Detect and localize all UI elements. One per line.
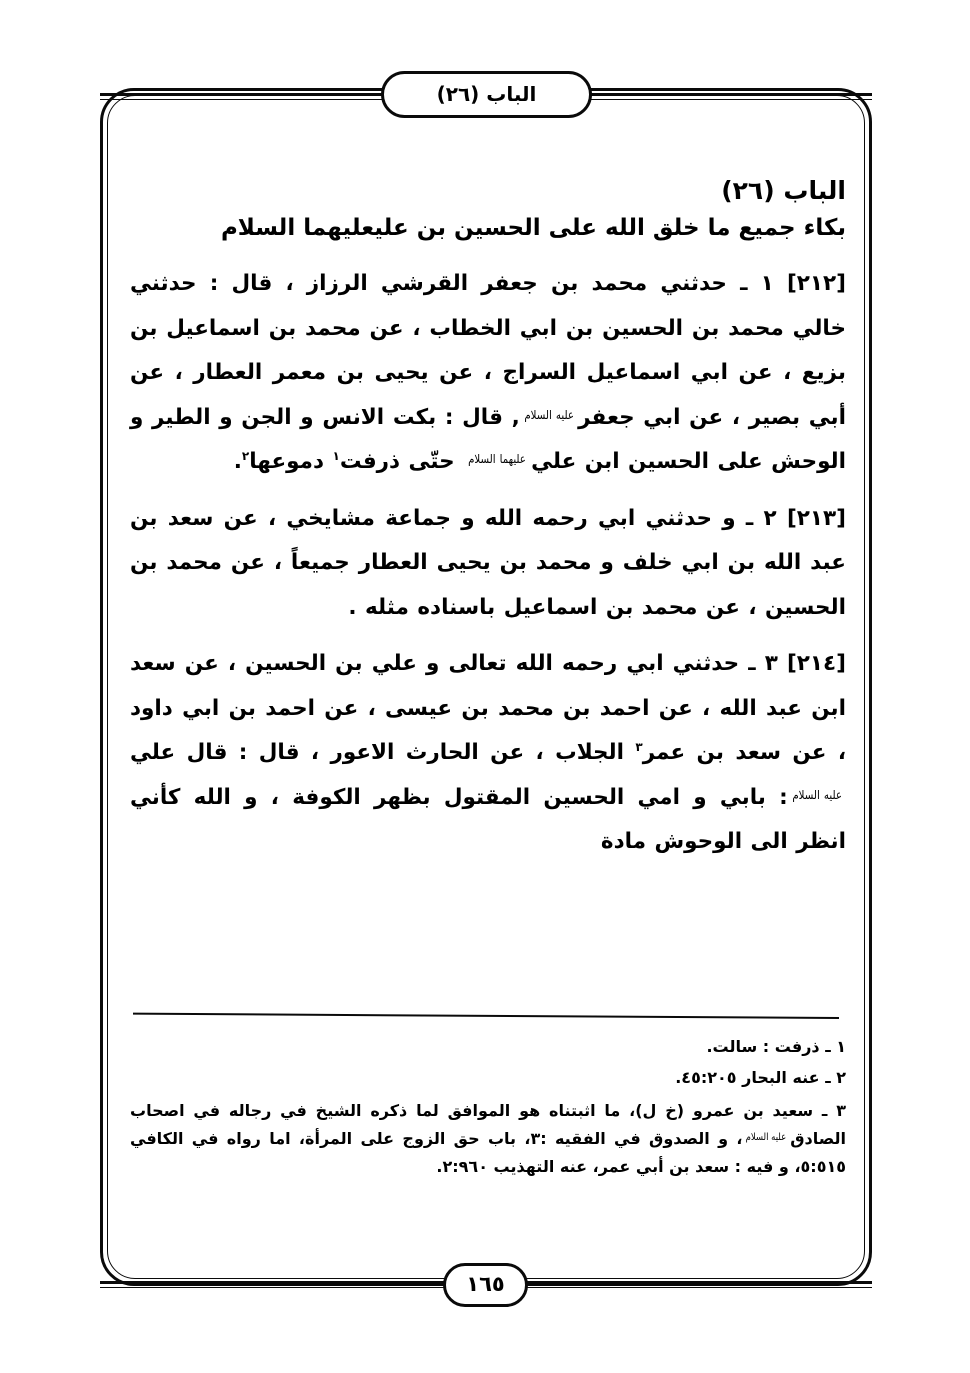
footnote-item-1	[130, 1034, 846, 1060]
footnote-marker-2: ٢	[241, 449, 250, 464]
hadith-214-body-1: حدثني ابي رحمه الله تعالى و علي بن الحسين ، عن سعد ابن عبد الله ، عن احمد بن محمد بن عيسى ، عن احمد بن ابي داود ، عن سعد بن عمر	[130, 651, 846, 766]
hadith-212-body-2: , قال : بكت الانس و الجن و الطير و الوحش على الحسين ابن علي	[130, 404, 846, 475]
hadith-ref-212: [٢١٢]	[786, 271, 846, 297]
hadith-entry-214	[130, 642, 846, 865]
chapter-title: الباب (٢٦)	[721, 176, 846, 205]
hadith-212-body-4: دموعها	[249, 449, 324, 475]
footnote-item-3	[130, 1097, 846, 1181]
honorific-alayhissalam-icon-1: عليه السلام	[524, 407, 574, 422]
page-number-badge	[443, 1263, 528, 1307]
chapter-subtitle	[130, 212, 846, 244]
hadith-213-body-1: و حدثني ابي رحمه الله و جماعة مشايخي ، عن سعد بن عبد الله بن ابي خلف و محمد بن يحيى العطار جميعاً ، عن محمد بن الحسين ، عن محمد بن اسماعيل باسناده مثله .	[130, 505, 846, 620]
footnote-3-text-2: ، و الصدوق في الفقيه :٣، باب حق الزوج على المرأة، اما رواه في الكافي ٥:٥١٥، و فيه : سعد بن أبي عمر، عنه التهذيب ٢:٩٦٠.	[130, 1128, 846, 1176]
footnote-2-marker: ٢ ـ	[825, 1068, 846, 1088]
footnote-2-text: عنه البحار ٤٥:٢٠٥.	[675, 1068, 820, 1088]
honorific-alayhissalam-icon-3: عليه السلام	[792, 787, 842, 802]
footnote-item-2	[130, 1065, 846, 1091]
hadith-number-1: ١	[760, 271, 774, 297]
hadith-214-body-2: الجلاب ، عن الحارث الاعور ، قال : قال علي	[130, 740, 624, 766]
hadith-entry-213	[130, 497, 846, 631]
chapter-subtitle-text: بكاء جميع ما خلق الله على الحسين بن علي	[374, 215, 846, 242]
hadith-dash-1: ـ	[740, 271, 748, 297]
hadith-214-body-3: : بابي و امي الحسين المقتول بظهر الكوفة ، و الله كأني انظر الى الوحوش مادة	[130, 784, 846, 855]
hadith-ref-213: [٢١٣]	[786, 505, 846, 531]
hadith-number-2: ٢	[763, 505, 777, 531]
honorific-alayhissalam-icon-4: عليه السلام	[746, 1131, 787, 1143]
hadith-dash-3: ـ	[748, 651, 756, 677]
footnote-3-text-1: سعيد بن عمرو (خ ل)، ما اثبتناه هو الموافق لما ذكره الشيخ في رجاله في اصحاب الصادق	[130, 1100, 847, 1148]
honorific-alayhimassalam-icon-2: عليهما السلام	[468, 452, 526, 467]
hadith-212-body-5: .	[233, 449, 242, 475]
running-header-badge	[381, 71, 592, 118]
hadith-ref-214: [٢١٤]	[786, 651, 846, 677]
footnote-list	[130, 1034, 846, 1186]
hadith-212-body-1: حدثني محمد بن جعفر القرشي الرزاز ، قال : حدثني خالي محمد بن الحسين بن ابي الخطاب ، عن محمد بن اسماعيل بن بزيع ، عن ابي اسماعيل السراج ، عن يحيى بن معمر العطار ، عن أبي بصير ، عن ابي جعفر	[130, 271, 846, 430]
honorific-alayhimassalam-icon: عليهما السلام	[220, 215, 375, 242]
hadith-entry-212	[130, 262, 846, 485]
page-number-label: ١٦٥	[466, 1271, 505, 1296]
hadith-dash-2: ـ	[745, 505, 754, 531]
footnote-marker-3: ٣	[635, 740, 643, 755]
footnote-1-text: ذرفت : سالت.	[706, 1037, 820, 1056]
hadith-212-body-3: حتّى ذرفت	[339, 449, 455, 475]
hadith-number-3: ٣	[764, 651, 778, 677]
footnote-marker-1: ١	[332, 449, 340, 464]
running-header-label: الباب (٢٦)	[436, 81, 537, 106]
footnote-3-marker: ٣ ـ	[821, 1100, 846, 1120]
footnote-1-marker: ١ ـ	[825, 1037, 846, 1056]
